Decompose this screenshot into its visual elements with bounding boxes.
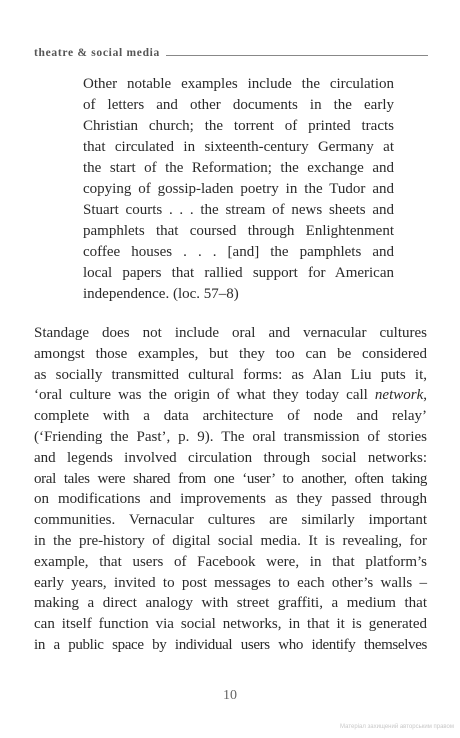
block-quote <box>83 74 394 305</box>
running-header <box>34 46 428 60</box>
running-title: theatre & social media <box>34 47 161 59</box>
body-line: example, that users of Facebook were, in that platform’s <box>34 553 427 570</box>
quote-line: that circulated in sixteenth-century Germany at <box>83 139 394 155</box>
quote-line: Christian church; the torrent of printed tracts <box>83 118 394 134</box>
body-line: oral tales were shared from one ‘user’ to another, often taking <box>34 470 427 487</box>
body-paragraph <box>34 323 427 656</box>
quote-line: the start of the Reformation; the exchange and <box>83 160 394 176</box>
body-text: , <box>423 387 427 404</box>
body-line: complete with a data architecture of node and relay’ <box>34 408 427 425</box>
page-number: 10 <box>223 688 237 703</box>
body-line: communities. Vernacular cultures are similarly important <box>34 512 427 529</box>
body-line: can itself function via social networks, in that it is generated <box>34 616 427 633</box>
copyright-watermark: Матеріал захищений авторським правом <box>340 724 454 730</box>
quote-line: of letters and other documents in the early <box>83 97 394 113</box>
body-line: (‘Friending the Past’, p. 9). The oral transmission of stories <box>34 428 427 445</box>
quote-line: Stuart courts . . . the stream of news sheets and <box>83 202 394 218</box>
body-line: in the pre-history of digital social media. It is revealing, for <box>34 532 427 549</box>
body-line: early years, invited to post messages to each other’s walls – <box>34 574 427 591</box>
body-line: on modifications and improvements as they passed through <box>34 491 427 508</box>
header-rule <box>166 55 428 56</box>
quote-line: copying of gossip-laden poetry in the Tudor and <box>83 181 394 197</box>
quote-line: coffee houses . . . [and] the pamphlets and <box>83 244 394 260</box>
quote-line: Other notable examples include the circulation <box>83 76 394 92</box>
quote-line: local papers that rallied support for American <box>83 265 394 281</box>
body-line: Standage does not include oral and vernacular cultures <box>34 325 427 341</box>
body-line: and legends involved circulation through social networks: <box>34 449 427 466</box>
quote-line: pamphlets that coursed through Enlightenment <box>83 223 394 239</box>
body-line: in a public space by individual users who identify themselves <box>34 636 427 653</box>
body-line <box>34 385 427 406</box>
body-line: as socially transmitted cultural forms: as Alan Liu puts it, <box>34 366 427 383</box>
body-text: ‘oral culture was the origin of what they today call <box>34 387 368 404</box>
body-line: making a direct analogy with street graffiti, a medium that <box>34 595 427 612</box>
emphasis-network: network <box>374 387 424 404</box>
quote-line: independence. (loc. 57–8) <box>83 286 239 302</box>
body-line: amongst those examples, but they too can be considered <box>34 345 427 362</box>
